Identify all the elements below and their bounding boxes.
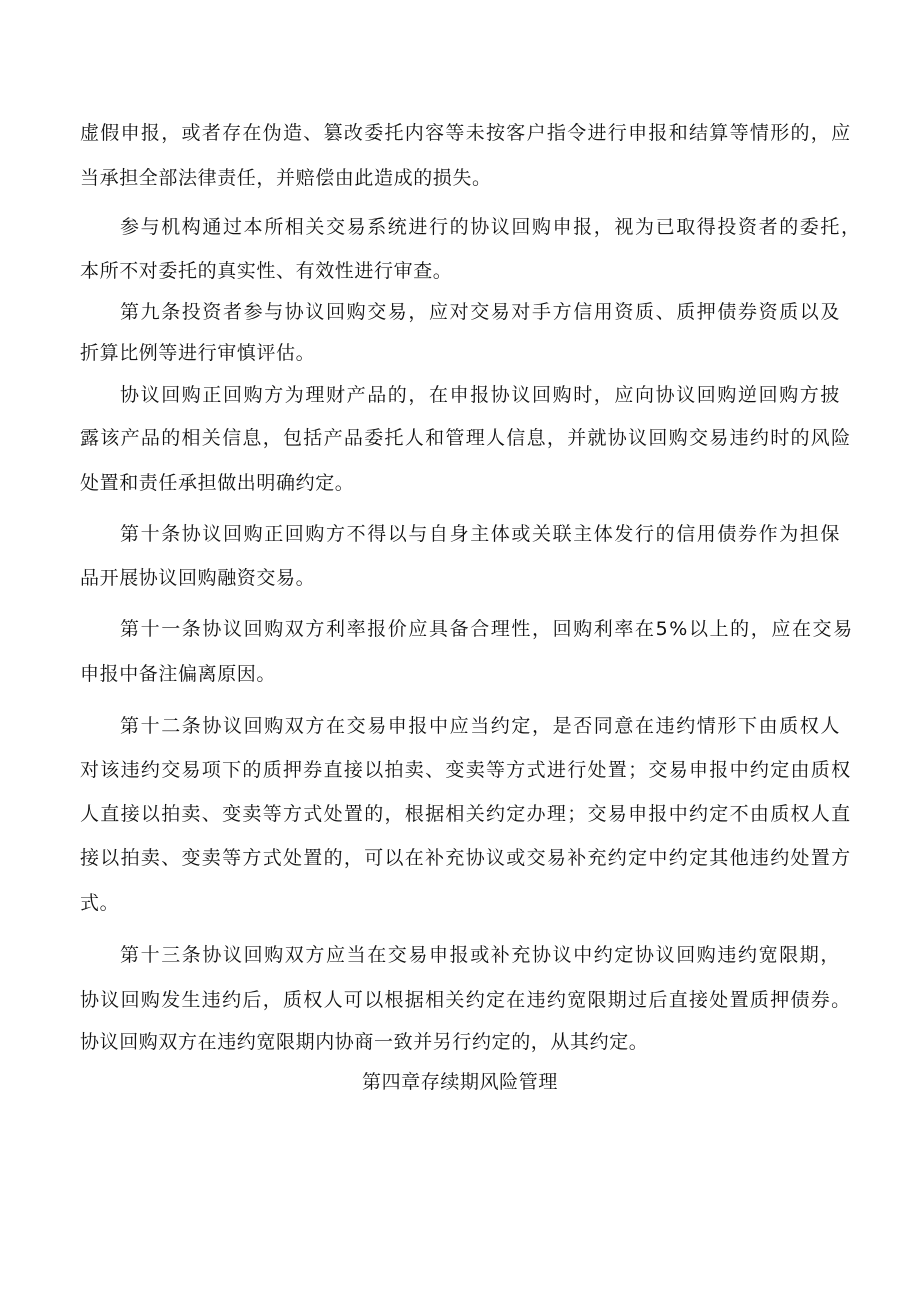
paragraph-line: 品开展协议回购融资交易。: [80, 567, 316, 589]
paragraph-line: 式。: [80, 892, 120, 914]
paragraph-line: 处置和责任承担做出明确约定。: [80, 472, 355, 494]
paragraph-line: 协议回购正回购方为理财产品的，在申报协议回购时，应向协议回购逆回购方披: [120, 384, 842, 406]
paragraph-line: 接以拍卖、变卖等方式处置的，可以在补充协议或交易补充约定中约定其他违约处置方: [80, 847, 852, 869]
paragraph-line: 人直接以拍卖、变卖等方式处置的，根据相关约定办理；交易申报中约定不由质权人直: [80, 803, 852, 825]
chapter-heading: 第四章存续期风险管理: [361, 1071, 558, 1093]
paragraph-line: 申报中备注偏离原因。: [80, 663, 277, 685]
paragraph-line: 第十一条协议回购双方利率报价应具备合理性，回购利率在5%以上的，应在交易: [120, 618, 854, 640]
paragraph-line: 本所不对委托的真实性、有效性进行审查。: [80, 260, 453, 282]
paragraph-line: 协议回购发生违约后，质权人可以根据相关约定在违约宽限期过后直接处置质押债券。: [80, 989, 852, 1011]
paragraph-line: 露该产品的相关信息，包括产品委托人和管理人信息，并就协议回购交易违约时的风险: [80, 427, 852, 449]
paragraph-line: 第十三条协议回购双方应当在交易申报或补充协议中约定协议回购违约宽限期，: [120, 944, 842, 966]
paragraph-line: 当承担全部法律责任，并赔偿由此造成的损失。: [80, 167, 492, 189]
paragraph-line: 对该违约交易项下的质押券直接以拍卖、变卖等方式进行处置；交易申报中约定由质权: [80, 759, 852, 781]
paragraph-line: 第十条协议回购正回购方不得以与自身主体或关联主体发行的信用债券作为担保: [120, 523, 842, 545]
paragraph-line: 虚假申报，或者存在伪造、篡改委托内容等未按客户指令进行申报和结算等情形的，应: [80, 122, 852, 144]
paragraph-line: 第九条投资者参与协议回购交易，应对交易对手方信用资质、质押债券资质以及: [120, 301, 842, 323]
paragraph-line: 协议回购双方在违约宽限期内协商一致并另行约定的，从其约定。: [80, 1031, 649, 1053]
paragraph-line: 第十二条协议回购双方在交易申报中应当约定，是否同意在违约情形下由质权人: [120, 715, 842, 737]
paragraph-line: 折算比例等进行审慎评估。: [80, 342, 316, 364]
paragraph-line: 参与机构通过本所相关交易系统进行的协议回购申报，视为已取得投资者的委托，: [120, 216, 862, 238]
